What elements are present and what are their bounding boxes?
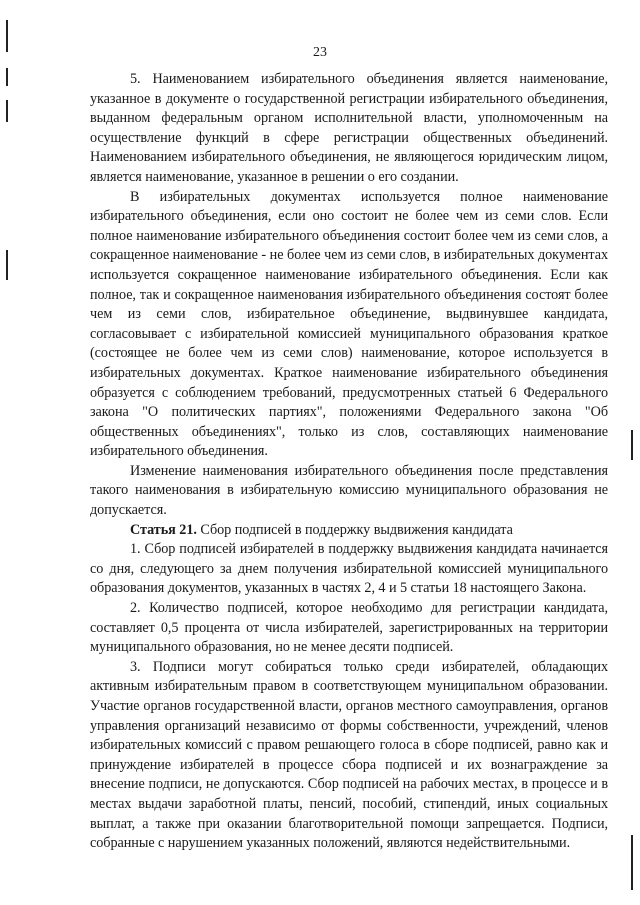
paragraph: Изменение наименования избирательного объединения после представления такого наименования в избирательную комиссию муниципального образования не допускается. (90, 462, 608, 519)
scan-edge-right (631, 835, 633, 890)
paragraph: 2. Количество подписей, которое необходимо для регистрации кандидата, составляет 0,5 процента от числа избирателей, зарегистрированных на территории муниципального образования, но не менее десяти подписей. (90, 600, 608, 656)
page-number: 23 (313, 45, 327, 60)
document-body (90, 70, 608, 854)
scan-edge-left (6, 68, 8, 86)
paragraph: 5. Наименованием избирательного объединения является наименование, указанное в документе о государственной регистрации избирательного объединения, выданном федеральным органом исполнительной власти, уполномоченным на осуществление функций в сфере регистрации общественных объединений. Наименованием избирательного объединения, не являющегося юридическим лицом, является наименование, указанное в решении о его создании. (90, 71, 608, 185)
paragraph: В избирательных документах используется полное наименование избирательного объединения, если оно состоит не более чем из семи слов. Если полное наименование избирательного объединения состоит более чем из семи слов, а сокращенное наименование - не более чем из семи слов, в избирательных документах используется сокращенное наименование избирательного объединения. Если как полное, так и сокращенное наименования избирательного объединения состоят более чем из семи слов, избирательное объединение, выдвинувшее кандидата, согласовывает с избирательной комиссией муниципального образования краткое (состоящее не более чем из семи слов) наименование, которое используется в избирательных документах. Краткое наименование избирательного объединения образуется с соблюдением требований, предусмотренных статьей 6 Федерального закона "О политических партиях", положениями Федерального закона "Об общественных объединениях", только из слов, составляющих наименование избирательного объединения. (90, 188, 608, 460)
paragraph: 3. Подписи могут собираться только среди избирателей, обладающих активным избирательным правом в соответствующем муниципальном образовании. Участие органов государственной власти, органов местного самоуправления, органов управления организаций независимо от формы собственности, учреждений, членов избирательных комиссий с правом решающего голоса в сборе подписей, равно как и принуждение избирателей в процессе сбора подписей и их вознаграждение за внесение подписи, не допускаются. Сбор подписей на рабочих местах, в процессе и в местах выдачи заработной платы, пенсий, пособий, стипендий, иных социальных выплат, а также при оказании благотворительной помощи запрещается. Подписи, собранные с нарушением указанных положений, являются недействительными. (90, 658, 608, 852)
article-title: Сбор подписей в поддержку выдвижения кандидата (200, 521, 513, 538)
article-label: Статья 21. (130, 521, 197, 538)
scan-edge-left (6, 100, 8, 122)
scan-edge-right (631, 430, 633, 460)
paragraph: 1. Сбор подписей избирателей в поддержку выдвижения кандидата начинается со дня, следующего за днем получения избирательной комиссией муниципального образования документов, указанных в частях 2, 4 и 5 статьи 18 настоящего Закона. (90, 541, 608, 597)
scan-edge-left (6, 250, 8, 280)
article-heading (90, 521, 608, 541)
